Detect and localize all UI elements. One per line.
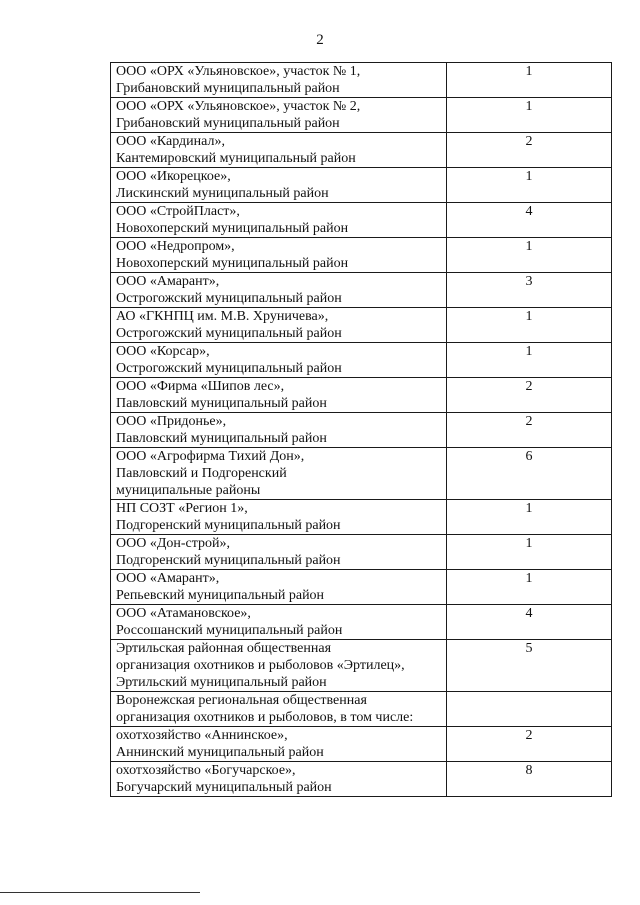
table-row — [111, 727, 612, 762]
organization-line: Аннинский муниципальный район — [116, 745, 324, 760]
organization-cell — [111, 500, 447, 535]
table-row — [111, 378, 612, 413]
organization-line: муниципальные районы — [116, 483, 261, 498]
table-row — [111, 63, 612, 98]
organization-line: Грибановский муниципальный район — [116, 81, 340, 96]
organization-line: Богучарский муниципальный район — [116, 780, 332, 795]
organization-line: ООО «Фирма «Шипов лес», — [116, 379, 285, 394]
table-row — [111, 413, 612, 448]
organization-cell — [111, 448, 447, 500]
table-row — [111, 133, 612, 168]
organization-line: ООО «ОРХ «Ульяновское», участок № 1, — [116, 64, 361, 79]
count-cell: 1 — [447, 168, 612, 203]
table-row — [111, 308, 612, 343]
count-cell: 1 — [447, 535, 612, 570]
organization-line: Кантемировский муниципальный район — [116, 151, 356, 166]
table-row — [111, 203, 612, 238]
table-row — [111, 343, 612, 378]
organization-line: ООО «Дон-строй», — [116, 536, 231, 551]
table-row — [111, 500, 612, 535]
organization-cell — [111, 692, 447, 727]
organization-line: охотхозяйство «Аннинское», — [116, 728, 288, 743]
count-cell: 2 — [447, 133, 612, 168]
organization-line: ООО «Корсар», — [116, 344, 210, 359]
organization-cell — [111, 168, 447, 203]
count-cell: 5 — [447, 640, 612, 692]
count-cell: 1 — [447, 500, 612, 535]
organization-line: Острогожский муниципальный район — [116, 361, 342, 376]
organization-line: Лискинский муниципальный район — [116, 186, 329, 201]
table-row — [111, 640, 612, 692]
table-row — [111, 762, 612, 797]
count-cell: 1 — [447, 343, 612, 378]
organization-line: Эртильская районная общественная — [116, 641, 332, 656]
table-row — [111, 273, 612, 308]
organization-cell — [111, 203, 447, 238]
organization-line: ООО «Агрофирма Тихий Дон», — [116, 449, 305, 464]
organization-line: Репьевский муниципальный район — [116, 588, 325, 603]
organization-line: Подгоренский муниципальный район — [116, 518, 341, 533]
count-cell: 1 — [447, 238, 612, 273]
organization-line: ООО «ОРХ «Ульяновское», участок № 2, — [116, 99, 361, 114]
table-row — [111, 692, 612, 727]
organization-line: Новохоперский муниципальный район — [116, 256, 349, 271]
organization-line: ООО «СтройПласт», — [116, 204, 240, 219]
organization-cell — [111, 273, 447, 308]
organization-cell — [111, 535, 447, 570]
count-cell: 4 — [447, 605, 612, 640]
count-cell — [447, 692, 612, 727]
organization-line: Острогожский муниципальный район — [116, 291, 342, 306]
organization-line: Павловский муниципальный район — [116, 396, 327, 411]
table-row — [111, 98, 612, 133]
organization-line: Эртильский муниципальный район — [116, 675, 327, 690]
organization-line: ООО «Амарант», — [116, 571, 220, 586]
count-cell: 1 — [447, 570, 612, 605]
count-cell: 6 — [447, 448, 612, 500]
table-row — [111, 238, 612, 273]
organization-line: ООО «Икорецкое», — [116, 169, 231, 184]
organization-cell — [111, 238, 447, 273]
organization-line: АО «ГКНПЦ им. М.В. Хруничева», — [116, 309, 329, 324]
table-row — [111, 168, 612, 203]
organization-line: Грибановский муниципальный район — [116, 116, 340, 131]
organization-cell — [111, 605, 447, 640]
organization-cell — [111, 308, 447, 343]
count-cell: 8 — [447, 762, 612, 797]
count-cell: 4 — [447, 203, 612, 238]
page-number: 2 — [316, 32, 324, 48]
organization-line: организация охотников и рыболовов «Эртилец», — [116, 658, 405, 673]
organization-line: Новохоперский муниципальный район — [116, 221, 349, 236]
organization-line: ООО «Атамановское», — [116, 606, 251, 621]
hunting-organizations-table — [110, 62, 612, 797]
count-cell: 1 — [447, 98, 612, 133]
organization-line: Подгоренский муниципальный район — [116, 553, 341, 568]
organization-cell — [111, 63, 447, 98]
count-cell: 3 — [447, 273, 612, 308]
organization-cell — [111, 133, 447, 168]
organization-cell — [111, 413, 447, 448]
organization-cell — [111, 640, 447, 692]
count-cell: 1 — [447, 63, 612, 98]
count-cell: 2 — [447, 413, 612, 448]
organization-line: Павловский муниципальный район — [116, 431, 327, 446]
organization-line: Павловский и Подгоренский — [116, 466, 287, 481]
organization-cell — [111, 98, 447, 133]
count-cell: 1 — [447, 308, 612, 343]
count-cell: 2 — [447, 727, 612, 762]
organization-line: Россошанский муниципальный район — [116, 623, 343, 638]
organization-cell — [111, 762, 447, 797]
organization-line: охотхозяйство «Богучарское», — [116, 763, 296, 778]
organization-cell — [111, 343, 447, 378]
organization-line: ООО «Кардинал», — [116, 134, 225, 149]
organization-cell — [111, 727, 447, 762]
table-row — [111, 605, 612, 640]
footnote-divider — [0, 892, 200, 893]
organization-line: Воронежская региональная общественная — [116, 693, 367, 708]
organization-line: организация охотников и рыболовов, в том числе: — [116, 710, 414, 725]
table-row — [111, 570, 612, 605]
count-cell: 2 — [447, 378, 612, 413]
organization-cell — [111, 378, 447, 413]
organization-line: ООО «Придонье», — [116, 414, 227, 429]
table-row — [111, 535, 612, 570]
organization-line: ООО «Амарант», — [116, 274, 220, 289]
table-body — [111, 63, 612, 797]
organization-line: Острогожский муниципальный район — [116, 326, 342, 341]
organization-line: ООО «Недропром», — [116, 239, 235, 254]
table-row — [111, 448, 612, 500]
organization-cell — [111, 570, 447, 605]
organization-line: НП СОЗТ «Регион 1», — [116, 501, 248, 516]
